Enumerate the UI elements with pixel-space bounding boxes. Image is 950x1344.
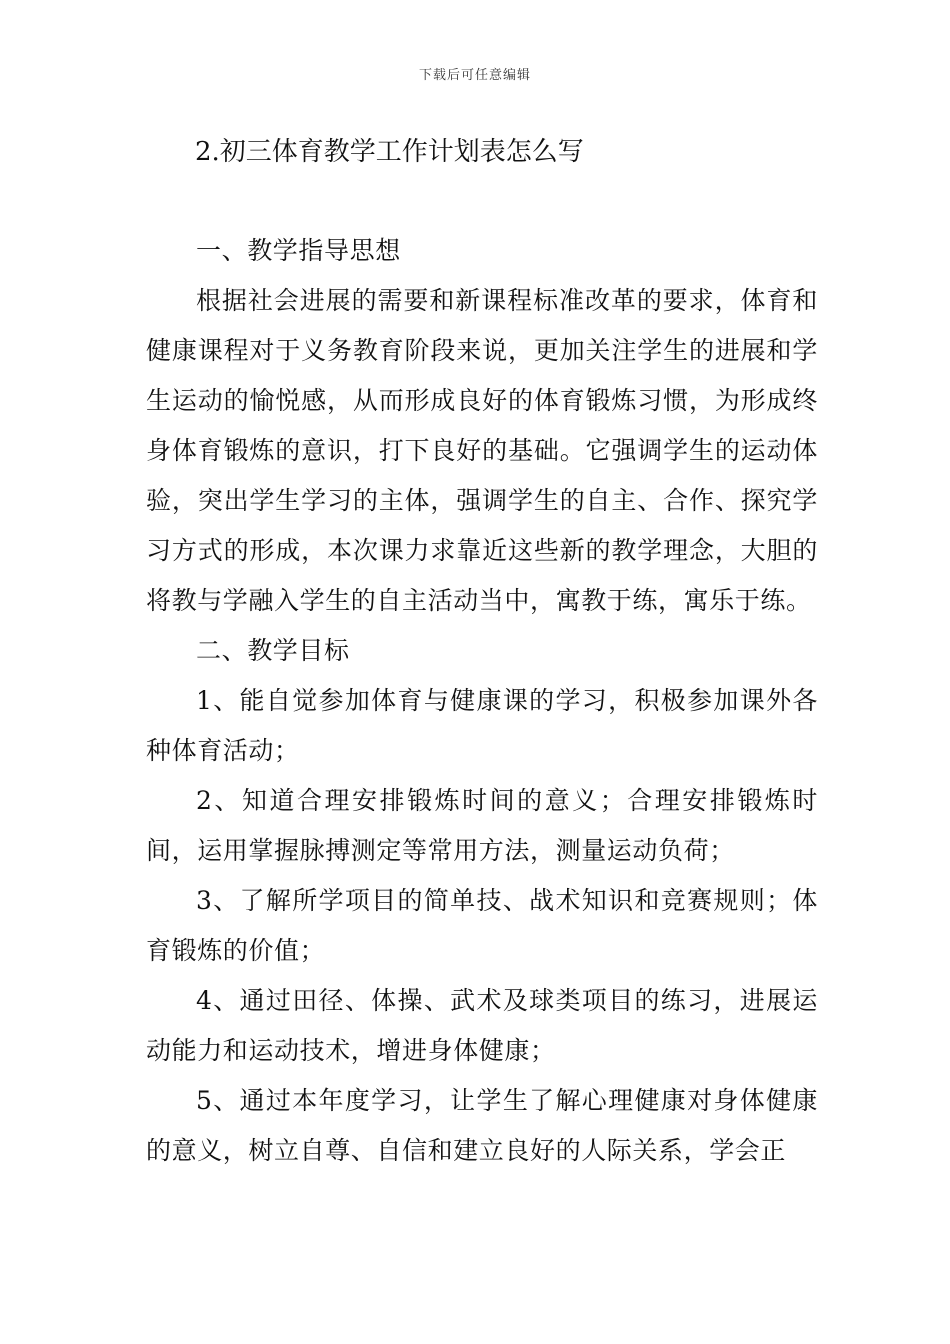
goal-item-4: 4、通过田径、体操、武术及球类项目的练习，进展运动能力和运动技术，增进身体健康； xyxy=(146,986,818,1065)
document-title: 2.初三体育教学工作计划表怎么写 xyxy=(195,137,584,167)
document-body xyxy=(146,226,818,1176)
paragraph-guiding-thought: 根据社会进展的需要和新课程标准改革的要求，体育和健康课程对于义务教育阶段来说，更加关注学生的进展和学生运动的愉悦感，从而形成良好的体育锻炼习惯，为形成终身体育锻炼的意识，打下良好的基础。它强调学生的运动体验，突出学生学习的主体，强调学生的自主、合作、探究学习方式的形成，本次课力求靠近这些新的教学理念，大胆的将教与学融入学生的自主活动当中，寓教于练，寓乐于练。 xyxy=(146,286,818,615)
goal-item-5: 5、通过本年度学习，让学生了解心理健康对身体健康的意义，树立自尊、自信和建立良好的人际关系，学会正 xyxy=(146,1086,818,1165)
goal-item-2: 2、知道合理安排锻炼时间的意义；合理安排锻炼时间，运用掌握脉搏测定等常用方法，测量运动负荷； xyxy=(146,786,818,865)
section-heading-teaching-goals: 二、教学目标 xyxy=(196,636,350,665)
header-note: 下载后可任意编辑 xyxy=(418,68,531,83)
goal-item-1: 1、能自觉参加体育与健康课的学习，积极参加课外各种体育活动； xyxy=(146,686,818,765)
section-heading-guiding-thought: 一、教学指导思想 xyxy=(196,236,401,265)
goal-item-3: 3、了解所学项目的简单技、战术知识和竞赛规则；体育锻炼的价值； xyxy=(146,886,818,965)
